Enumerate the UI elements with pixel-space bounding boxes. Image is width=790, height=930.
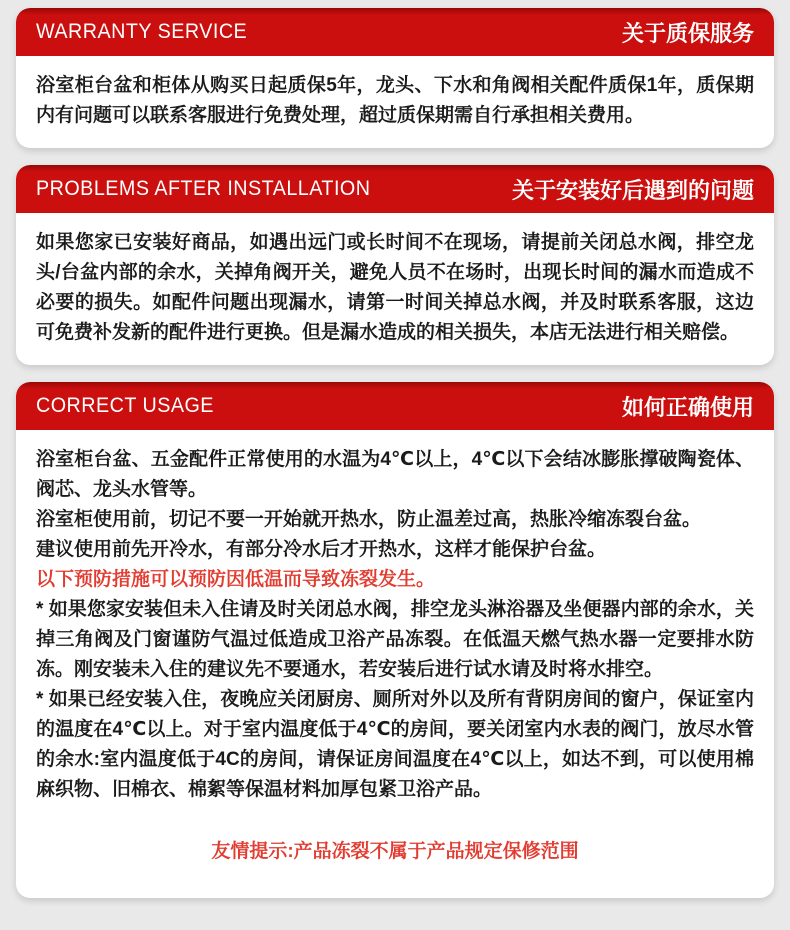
problems-title-en: PROBLEMS AFTER INSTALLATION (36, 177, 371, 200)
problems-section-header (16, 165, 774, 213)
warranty-section-body (16, 56, 774, 148)
usage-paragraph-occupied: * 如果已经安装入住，夜晚应关闭厨房、厕所对外以及所有背阴房间的窗户，保证室内的温度在4℃以上。对于室内温度低于4℃的房间，要关闭室内水表的阀门，放尽水管的余水:室内温度低于4C的房间，请保证房间温度在4℃以上，如达不到，可以使用棉麻织物、旧棉衣、棉絮等保温材料加厚包紧卫浴产品。 (36, 689, 754, 800)
problems-section (16, 165, 774, 365)
usage-section (16, 382, 774, 898)
warranty-title-en: WARRANTY SERVICE (36, 20, 248, 43)
warranty-section-header (16, 8, 774, 56)
usage-prevention-highlight: 以下预防措施可以预防因低温而导致冻裂发生。 (36, 569, 436, 590)
usage-warranty-note: 友情提示:产品冻裂不属于产品规定保修范围 (211, 841, 579, 862)
problems-section-body (16, 213, 774, 365)
warranty-title-zh: 关于质保服务 (621, 20, 754, 46)
problems-paragraph: 如果您家已安装好商品，如遇出远门或长时间不在现场，请提前关闭总水阀，排空龙头/台盆内部的余水，关掉角阀开关，避免人员不在场时，出现长时间的漏水而造成不必要的损失。如配件问题出现漏水，请第一时间关掉总水阀，并及时联系客服，这边可免费补发新的配件进行更换。但是漏水造成的相关损失，本店无法进行相关赔偿。 (36, 232, 754, 343)
usage-section-header (16, 382, 774, 430)
usage-section-body (16, 430, 774, 898)
problems-title-zh: 关于安装好后遇到的问题 (511, 177, 754, 203)
warranty-section (16, 8, 774, 148)
usage-paragraph-hot-water: 浴室柜使用前，切记不要一开始就开热水，防止温差过高，热胀冷缩冻裂台盆。 (36, 509, 702, 530)
usage-paragraph-not-occupied: * 如果您家安装但未入住请及时关闭总水阀，排空龙头淋浴器及坐便器内部的余水，关掉三角阀及门窗谨防气温过低造成卫浴产品冻裂。在低温天燃气热水器一定要排水防冻。刚安装未入住的建议先不要通水，若安装后进行试水请及时将水排空。 (36, 599, 754, 680)
usage-title-zh: 如何正确使用 (621, 394, 754, 420)
usage-paragraph-temperature: 浴室柜台盆、五金配件正常使用的水温为4℃以上，4℃以下会结冰膨胀撑破陶瓷体、阀芯、龙头水管等。 (36, 449, 754, 500)
usage-paragraph-cold-first: 建议使用前先开冷水，有部分冷水后才开热水，这样才能保护台盆。 (36, 539, 607, 560)
warranty-paragraph: 浴室柜台盆和柜体从购买日起质保5年，龙头、下水和角阀相关配件质保1年，质保期内有问题可以联系客服进行免费处理，超过质保期需自行承担相关费用。 (36, 75, 754, 126)
usage-title-en: CORRECT USAGE (36, 394, 214, 417)
